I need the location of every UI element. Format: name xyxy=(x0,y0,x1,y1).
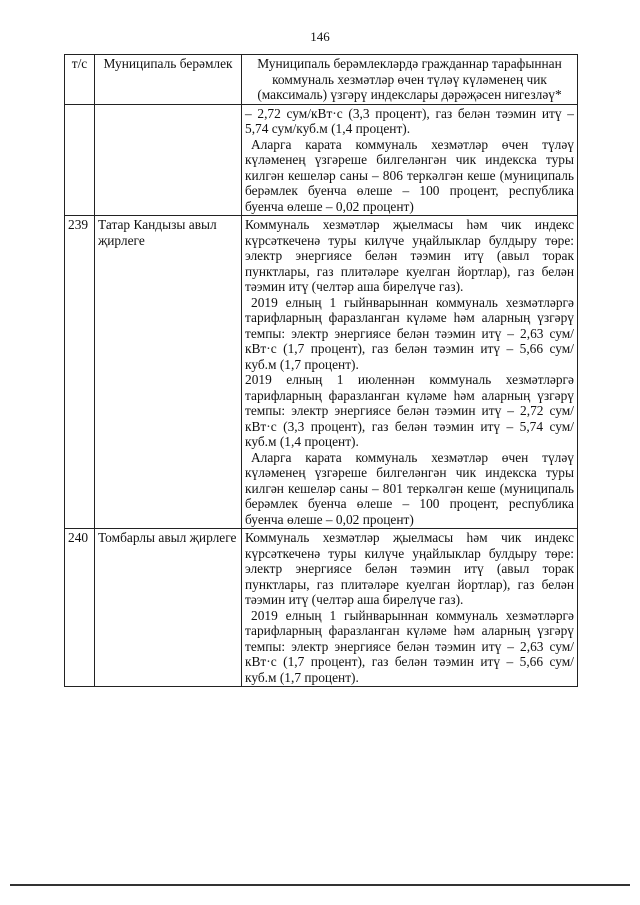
row-paragraph: Аларга карата коммуналь хезмәтләр өчен түләү күләменең үзгәреше билгеләнгән чик индекска туры килгән кешеләр саны – 801 теркәлгән кеше (муниципаль берәмлек буенча өлеше – 100 процент, республика буенча өлеше – 0,02 процент) xyxy=(245,449,574,527)
row-paragraph: 2019 елның 1 гыйнварыннан коммуналь хезмәтләргә тарифларның фаразланган күләме һәм аларның үзгәрү темпы: электр энергиясе белән тәэмин итү – 2,63 сум/кВт·с (1,7 процент), газ белән тәэмин итү – 5,66 сум/куб.м (1,7 процент). xyxy=(245,294,574,372)
row-municipality-name: Татар Кандызы авыл җирлеге xyxy=(95,216,242,529)
row-paragraph: 2019 елның 1 гыйнварыннан коммуналь хезмәтләргә тарифларның фаразланган күләме һәм аларның үзгәрү темпы: электр энергиясе белән тәэмин итү – 2,63 сум/кВт·с (1,7 процент), газ белән тәэмин итү – 5,66 сум/куб.м (1,7 процент). xyxy=(245,607,574,685)
continuation-number-cell xyxy=(65,104,95,216)
row-number: 239 xyxy=(65,216,95,529)
header-description: Муниципаль берәмлекләрдә гражданнар тарафыннан коммуналь хезмәтләр өчен түләү күләменең чик (максималь) үзгәрү индекслары дәрәҗәсен нигезләү* xyxy=(242,55,578,105)
table-row-continuation xyxy=(65,104,578,216)
row-description-cell xyxy=(242,529,578,687)
page-number: 146 xyxy=(310,29,330,44)
row-paragraph: 2019 елның 1 июленнән коммуналь хезмәтләргә тарифларның фаразланган күләме һәм аларның үзгәрү темпы: электр энергиясе белән тәэмин итү – 2,72 сум/кВт·с (3,3 процент), газ белән тәэмин итү – 5,74 сум/куб.м (1,4 процент). xyxy=(245,372,574,449)
table-row-240 xyxy=(65,529,578,687)
row-paragraph: Коммуналь хезмәтләр җыелмасы һәм чик индекс күрсәткеченә туры килүче уңайлыклар булдыру төре: электр энергиясе белән тәэмин итү (авыл торак пунктлары, газ плитәләре куелган йортлар), газ белән тәэмин итү (челтәр аша бирелүче газ). xyxy=(245,217,574,294)
tariff-table xyxy=(64,54,578,687)
table-row-239 xyxy=(65,216,578,529)
continuation-description-cell xyxy=(242,104,578,216)
header-number: т/с xyxy=(65,55,95,105)
row-number: 240 xyxy=(65,529,95,687)
continuation-paragraph: Аларга карата коммуналь хезмәтләр өчен түләү күләменең үзгәреше билгеләнгән чик индекска туры килгән кешеләр саны – 806 теркәлгән кеше (муниципаль берәмлек буенча өлеше – 100 процент, республика буенча өлеше – 0,02 процент) xyxy=(245,136,574,214)
page-bottom-rule xyxy=(10,884,630,886)
table-header-row xyxy=(65,55,578,105)
continuation-paragraph: – 2,72 сум/кВт·с (3,3 процент), газ белән тәэмин итү – 5,74 сум/куб.м (1,4 процент). xyxy=(245,105,574,136)
row-description-cell xyxy=(242,216,578,529)
row-municipality-name: Томбарлы авыл җирлеге xyxy=(95,529,242,687)
header-municipality: Муниципаль берәмлек xyxy=(95,55,242,105)
continuation-name-cell xyxy=(95,104,242,216)
row-paragraph: Коммуналь хезмәтләр җыелмасы һәм чик индекс күрсәткеченә туры килүче уңайлыклар булдыру төре: электр энергиясе белән тәэмин итү (авыл торак пунктлары, газ плитәләре куелган йортлар), газ белән тәэмин итү (челтәр аша бирелүче газ). xyxy=(245,530,574,607)
